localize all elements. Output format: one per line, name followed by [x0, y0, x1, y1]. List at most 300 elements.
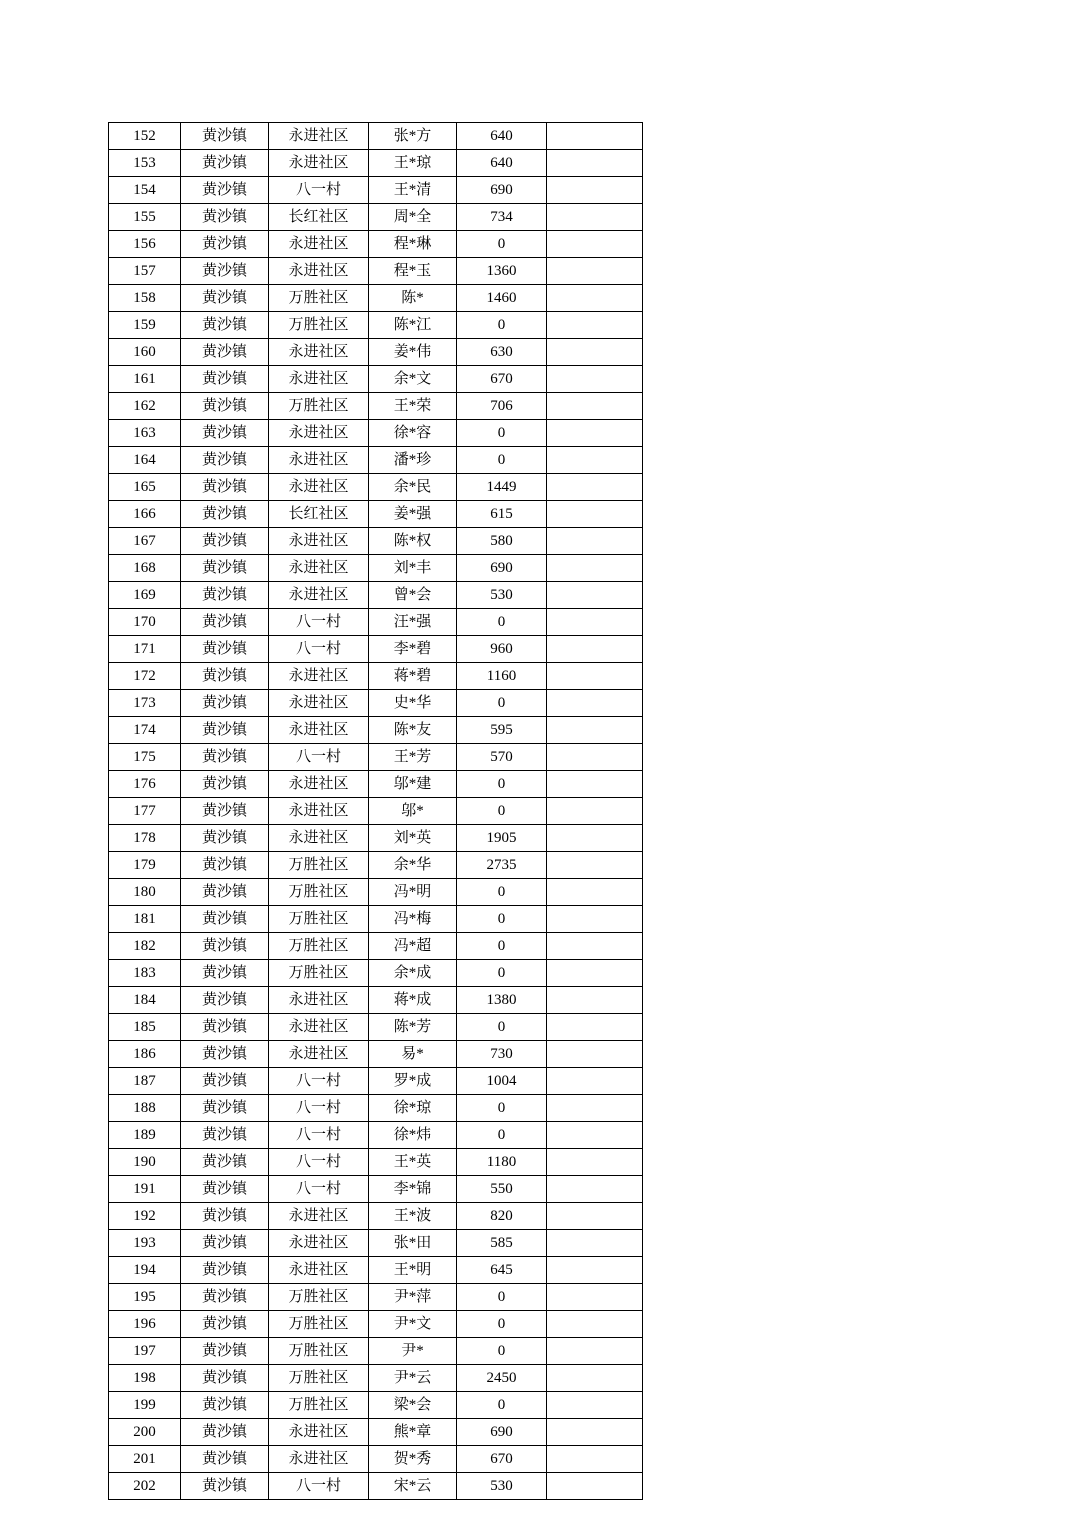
- cell-village: 万胜社区: [269, 933, 369, 960]
- cell-amount: 1360: [457, 258, 547, 285]
- cell-note: [547, 339, 643, 366]
- cell-note: [547, 879, 643, 906]
- cell-village: 万胜社区: [269, 1392, 369, 1419]
- cell-village: 八一村: [269, 1122, 369, 1149]
- table-row: [109, 1284, 643, 1311]
- cell-index: 199: [109, 1392, 181, 1419]
- cell-note: [547, 1284, 643, 1311]
- cell-name: 邬*建: [369, 771, 457, 798]
- cell-name: 姜*强: [369, 501, 457, 528]
- cell-index: 179: [109, 852, 181, 879]
- cell-village: 万胜社区: [269, 312, 369, 339]
- cell-town: 黄沙镇: [181, 744, 269, 771]
- cell-amount: 706: [457, 393, 547, 420]
- table-row: [109, 744, 643, 771]
- cell-note: [547, 1419, 643, 1446]
- cell-name: 余*民: [369, 474, 457, 501]
- cell-index: 159: [109, 312, 181, 339]
- cell-village: 永进社区: [269, 447, 369, 474]
- cell-amount: 690: [457, 177, 547, 204]
- cell-note: [547, 474, 643, 501]
- cell-note: [547, 1257, 643, 1284]
- cell-index: 166: [109, 501, 181, 528]
- cell-note: [547, 1041, 643, 1068]
- cell-amount: 0: [457, 879, 547, 906]
- cell-name: 张*方: [369, 123, 457, 150]
- cell-town: 黄沙镇: [181, 987, 269, 1014]
- cell-note: [547, 177, 643, 204]
- cell-name: 姜*伟: [369, 339, 457, 366]
- cell-name: 程*玉: [369, 258, 457, 285]
- cell-index: 192: [109, 1203, 181, 1230]
- cell-village: 永进社区: [269, 582, 369, 609]
- cell-index: 202: [109, 1473, 181, 1500]
- cell-amount: 615: [457, 501, 547, 528]
- cell-index: 170: [109, 609, 181, 636]
- cell-town: 黄沙镇: [181, 366, 269, 393]
- cell-name: 余*文: [369, 366, 457, 393]
- cell-town: 黄沙镇: [181, 1338, 269, 1365]
- cell-index: 189: [109, 1122, 181, 1149]
- cell-name: 蒋*成: [369, 987, 457, 1014]
- cell-note: [547, 231, 643, 258]
- cell-village: 永进社区: [269, 339, 369, 366]
- cell-amount: 0: [457, 1311, 547, 1338]
- cell-amount: 670: [457, 1446, 547, 1473]
- cell-amount: 0: [457, 1392, 547, 1419]
- cell-town: 黄沙镇: [181, 1284, 269, 1311]
- table-row: [109, 366, 643, 393]
- cell-village: 万胜社区: [269, 393, 369, 420]
- cell-village: 永进社区: [269, 555, 369, 582]
- cell-amount: 595: [457, 717, 547, 744]
- table-row: [109, 1095, 643, 1122]
- table-row: [109, 1230, 643, 1257]
- cell-amount: 1180: [457, 1149, 547, 1176]
- cell-note: [547, 420, 643, 447]
- cell-name: 梁*会: [369, 1392, 457, 1419]
- cell-name: 史*华: [369, 690, 457, 717]
- table-row: [109, 1257, 643, 1284]
- cell-name: 冯*超: [369, 933, 457, 960]
- table-row: [109, 258, 643, 285]
- table-row: [109, 231, 643, 258]
- cell-village: 万胜社区: [269, 852, 369, 879]
- cell-index: 163: [109, 420, 181, 447]
- cell-note: [547, 582, 643, 609]
- cell-name: 曾*会: [369, 582, 457, 609]
- cell-name: 程*琳: [369, 231, 457, 258]
- table-row: [109, 852, 643, 879]
- cell-name: 刘*丰: [369, 555, 457, 582]
- table-row: [109, 933, 643, 960]
- cell-town: 黄沙镇: [181, 1068, 269, 1095]
- cell-name: 王*波: [369, 1203, 457, 1230]
- cell-index: 174: [109, 717, 181, 744]
- cell-town: 黄沙镇: [181, 312, 269, 339]
- cell-amount: 0: [457, 906, 547, 933]
- cell-note: [547, 933, 643, 960]
- table-row: [109, 339, 643, 366]
- cell-village: 永进社区: [269, 1041, 369, 1068]
- cell-name: 周*全: [369, 204, 457, 231]
- cell-index: 190: [109, 1149, 181, 1176]
- table-row: [109, 312, 643, 339]
- cell-amount: 640: [457, 150, 547, 177]
- table-row: [109, 1365, 643, 1392]
- cell-village: 永进社区: [269, 258, 369, 285]
- cell-index: 175: [109, 744, 181, 771]
- table-row: [109, 582, 643, 609]
- cell-note: [547, 690, 643, 717]
- cell-name: 陈*权: [369, 528, 457, 555]
- cell-village: 万胜社区: [269, 1284, 369, 1311]
- table-row: [109, 123, 643, 150]
- cell-name: 冯*明: [369, 879, 457, 906]
- table-row: [109, 609, 643, 636]
- cell-index: 198: [109, 1365, 181, 1392]
- cell-village: 万胜社区: [269, 960, 369, 987]
- cell-name: 李*碧: [369, 636, 457, 663]
- table-row: [109, 960, 643, 987]
- cell-name: 尹*文: [369, 1311, 457, 1338]
- cell-note: [547, 1122, 643, 1149]
- cell-index: 156: [109, 231, 181, 258]
- table-row: [109, 420, 643, 447]
- cell-town: 黄沙镇: [181, 555, 269, 582]
- cell-note: [547, 258, 643, 285]
- cell-note: [547, 1176, 643, 1203]
- cell-note: [547, 150, 643, 177]
- cell-name: 陈*: [369, 285, 457, 312]
- cell-town: 黄沙镇: [181, 258, 269, 285]
- cell-name: 尹*: [369, 1338, 457, 1365]
- table-row: [109, 1311, 643, 1338]
- cell-town: 黄沙镇: [181, 150, 269, 177]
- table-row: [109, 1473, 643, 1500]
- cell-village: 永进社区: [269, 1230, 369, 1257]
- cell-town: 黄沙镇: [181, 1446, 269, 1473]
- cell-amount: 0: [457, 933, 547, 960]
- cell-town: 黄沙镇: [181, 798, 269, 825]
- cell-village: 永进社区: [269, 366, 369, 393]
- cell-index: 162: [109, 393, 181, 420]
- cell-amount: 580: [457, 528, 547, 555]
- cell-town: 黄沙镇: [181, 852, 269, 879]
- cell-amount: 2735: [457, 852, 547, 879]
- cell-name: 尹*云: [369, 1365, 457, 1392]
- cell-note: [547, 1365, 643, 1392]
- table-row: [109, 987, 643, 1014]
- cell-town: 黄沙镇: [181, 177, 269, 204]
- table-row: [109, 1338, 643, 1365]
- cell-index: 194: [109, 1257, 181, 1284]
- cell-amount: 2450: [457, 1365, 547, 1392]
- cell-index: 188: [109, 1095, 181, 1122]
- cell-index: 169: [109, 582, 181, 609]
- cell-note: [547, 744, 643, 771]
- cell-name: 潘*珍: [369, 447, 457, 474]
- table-row: [109, 177, 643, 204]
- cell-name: 蒋*碧: [369, 663, 457, 690]
- cell-index: 201: [109, 1446, 181, 1473]
- cell-name: 汪*强: [369, 609, 457, 636]
- table-row: [109, 393, 643, 420]
- cell-note: [547, 393, 643, 420]
- cell-town: 黄沙镇: [181, 933, 269, 960]
- table-row: [109, 447, 643, 474]
- cell-amount: 630: [457, 339, 547, 366]
- cell-amount: 0: [457, 1338, 547, 1365]
- cell-town: 黄沙镇: [181, 123, 269, 150]
- cell-name: 徐*炜: [369, 1122, 457, 1149]
- cell-town: 黄沙镇: [181, 474, 269, 501]
- table-row: [109, 474, 643, 501]
- cell-amount: 730: [457, 1041, 547, 1068]
- cell-amount: 0: [457, 420, 547, 447]
- cell-note: [547, 987, 643, 1014]
- cell-village: 万胜社区: [269, 1311, 369, 1338]
- table-row: [109, 501, 643, 528]
- cell-note: [547, 852, 643, 879]
- cell-note: [547, 1446, 643, 1473]
- cell-village: 永进社区: [269, 231, 369, 258]
- table-row: [109, 663, 643, 690]
- cell-name: 王*清: [369, 177, 457, 204]
- cell-name: 邬*: [369, 798, 457, 825]
- cell-note: [547, 906, 643, 933]
- cell-index: 158: [109, 285, 181, 312]
- cell-index: 197: [109, 1338, 181, 1365]
- cell-village: 八一村: [269, 744, 369, 771]
- cell-amount: 960: [457, 636, 547, 663]
- cell-town: 黄沙镇: [181, 582, 269, 609]
- cell-index: 172: [109, 663, 181, 690]
- cell-village: 永进社区: [269, 717, 369, 744]
- cell-index: 186: [109, 1041, 181, 1068]
- cell-index: 168: [109, 555, 181, 582]
- table-row: [109, 1041, 643, 1068]
- cell-note: [547, 285, 643, 312]
- cell-village: 永进社区: [269, 150, 369, 177]
- cell-index: 167: [109, 528, 181, 555]
- table-row: [109, 717, 643, 744]
- table-row: [109, 1014, 643, 1041]
- cell-amount: 530: [457, 1473, 547, 1500]
- cell-index: 185: [109, 1014, 181, 1041]
- cell-village: 永进社区: [269, 663, 369, 690]
- cell-note: [547, 609, 643, 636]
- cell-town: 黄沙镇: [181, 204, 269, 231]
- table-row: [109, 636, 643, 663]
- cell-name: 余*成: [369, 960, 457, 987]
- cell-village: 长红社区: [269, 501, 369, 528]
- cell-amount: 0: [457, 447, 547, 474]
- cell-village: 万胜社区: [269, 1365, 369, 1392]
- cell-village: 八一村: [269, 1149, 369, 1176]
- cell-name: 李*锦: [369, 1176, 457, 1203]
- cell-note: [547, 717, 643, 744]
- cell-index: 157: [109, 258, 181, 285]
- cell-village: 永进社区: [269, 474, 369, 501]
- cell-town: 黄沙镇: [181, 1149, 269, 1176]
- cell-note: [547, 501, 643, 528]
- cell-note: [547, 366, 643, 393]
- cell-town: 黄沙镇: [181, 1419, 269, 1446]
- table-row: [109, 150, 643, 177]
- cell-village: 八一村: [269, 609, 369, 636]
- cell-village: 永进社区: [269, 420, 369, 447]
- cell-village: 永进社区: [269, 528, 369, 555]
- table-row: [109, 879, 643, 906]
- cell-town: 黄沙镇: [181, 906, 269, 933]
- cell-index: 182: [109, 933, 181, 960]
- cell-note: [547, 123, 643, 150]
- table-row: [109, 798, 643, 825]
- cell-town: 黄沙镇: [181, 1095, 269, 1122]
- table-row: [109, 1149, 643, 1176]
- table-row: [109, 690, 643, 717]
- cell-town: 黄沙镇: [181, 717, 269, 744]
- cell-town: 黄沙镇: [181, 528, 269, 555]
- table-body: [109, 123, 643, 1500]
- cell-town: 黄沙镇: [181, 771, 269, 798]
- cell-amount: 690: [457, 555, 547, 582]
- cell-amount: 0: [457, 609, 547, 636]
- table-row: [109, 1392, 643, 1419]
- cell-town: 黄沙镇: [181, 1365, 269, 1392]
- cell-name: 熊*章: [369, 1419, 457, 1446]
- cell-amount: 0: [457, 960, 547, 987]
- cell-note: [547, 528, 643, 555]
- cell-amount: 0: [457, 312, 547, 339]
- cell-village: 八一村: [269, 1473, 369, 1500]
- cell-town: 黄沙镇: [181, 1041, 269, 1068]
- cell-amount: 0: [457, 771, 547, 798]
- cell-index: 155: [109, 204, 181, 231]
- table-row: [109, 1446, 643, 1473]
- table-row: [109, 771, 643, 798]
- cell-index: 196: [109, 1311, 181, 1338]
- cell-village: 万胜社区: [269, 879, 369, 906]
- cell-note: [547, 1014, 643, 1041]
- cell-amount: 585: [457, 1230, 547, 1257]
- cell-index: 164: [109, 447, 181, 474]
- cell-index: 161: [109, 366, 181, 393]
- cell-village: 八一村: [269, 1095, 369, 1122]
- cell-town: 黄沙镇: [181, 825, 269, 852]
- cell-village: 万胜社区: [269, 1338, 369, 1365]
- cell-index: 176: [109, 771, 181, 798]
- cell-index: 178: [109, 825, 181, 852]
- cell-name: 王*琼: [369, 150, 457, 177]
- table-row: [109, 285, 643, 312]
- cell-amount: 570: [457, 744, 547, 771]
- cell-name: 贺*秀: [369, 1446, 457, 1473]
- cell-town: 黄沙镇: [181, 285, 269, 312]
- cell-index: 180: [109, 879, 181, 906]
- cell-village: 万胜社区: [269, 285, 369, 312]
- cell-village: 永进社区: [269, 1257, 369, 1284]
- cell-village: 永进社区: [269, 690, 369, 717]
- cell-village: 永进社区: [269, 1203, 369, 1230]
- cell-amount: 1449: [457, 474, 547, 501]
- cell-index: 173: [109, 690, 181, 717]
- table-row: [109, 204, 643, 231]
- table-row: [109, 1176, 643, 1203]
- cell-town: 黄沙镇: [181, 1203, 269, 1230]
- cell-index: 184: [109, 987, 181, 1014]
- cell-name: 尹*萍: [369, 1284, 457, 1311]
- cell-note: [547, 1149, 643, 1176]
- cell-village: 长红社区: [269, 204, 369, 231]
- cell-amount: 1905: [457, 825, 547, 852]
- cell-amount: 645: [457, 1257, 547, 1284]
- cell-village: 永进社区: [269, 771, 369, 798]
- cell-amount: 670: [457, 366, 547, 393]
- cell-index: 195: [109, 1284, 181, 1311]
- cell-amount: 0: [457, 1095, 547, 1122]
- cell-town: 黄沙镇: [181, 339, 269, 366]
- cell-village: 永进社区: [269, 1419, 369, 1446]
- cell-village: 八一村: [269, 636, 369, 663]
- cell-town: 黄沙镇: [181, 1230, 269, 1257]
- table-row: [109, 555, 643, 582]
- cell-amount: 530: [457, 582, 547, 609]
- table-row: [109, 1419, 643, 1446]
- cell-index: 165: [109, 474, 181, 501]
- cell-amount: 0: [457, 1122, 547, 1149]
- cell-name: 易*: [369, 1041, 457, 1068]
- cell-name: 王*荣: [369, 393, 457, 420]
- cell-name: 罗*成: [369, 1068, 457, 1095]
- table-row: [109, 528, 643, 555]
- cell-town: 黄沙镇: [181, 1257, 269, 1284]
- cell-village: 八一村: [269, 1176, 369, 1203]
- cell-amount: 0: [457, 1014, 547, 1041]
- cell-note: [547, 1338, 643, 1365]
- cell-amount: 640: [457, 123, 547, 150]
- cell-index: 193: [109, 1230, 181, 1257]
- cell-index: 171: [109, 636, 181, 663]
- cell-index: 181: [109, 906, 181, 933]
- cell-town: 黄沙镇: [181, 501, 269, 528]
- cell-village: 永进社区: [269, 798, 369, 825]
- table-row: [109, 1068, 643, 1095]
- table-row: [109, 1122, 643, 1149]
- cell-note: [547, 825, 643, 852]
- cell-note: [547, 1095, 643, 1122]
- cell-note: [547, 636, 643, 663]
- cell-index: 183: [109, 960, 181, 987]
- cell-town: 黄沙镇: [181, 663, 269, 690]
- cell-note: [547, 663, 643, 690]
- cell-town: 黄沙镇: [181, 960, 269, 987]
- cell-town: 黄沙镇: [181, 447, 269, 474]
- cell-town: 黄沙镇: [181, 636, 269, 663]
- cell-town: 黄沙镇: [181, 231, 269, 258]
- cell-town: 黄沙镇: [181, 1176, 269, 1203]
- cell-village: 万胜社区: [269, 906, 369, 933]
- cell-index: 160: [109, 339, 181, 366]
- cell-town: 黄沙镇: [181, 879, 269, 906]
- cell-note: [547, 798, 643, 825]
- cell-town: 黄沙镇: [181, 420, 269, 447]
- cell-note: [547, 312, 643, 339]
- table-row: [109, 825, 643, 852]
- cell-village: 永进社区: [269, 1014, 369, 1041]
- cell-name: 徐*容: [369, 420, 457, 447]
